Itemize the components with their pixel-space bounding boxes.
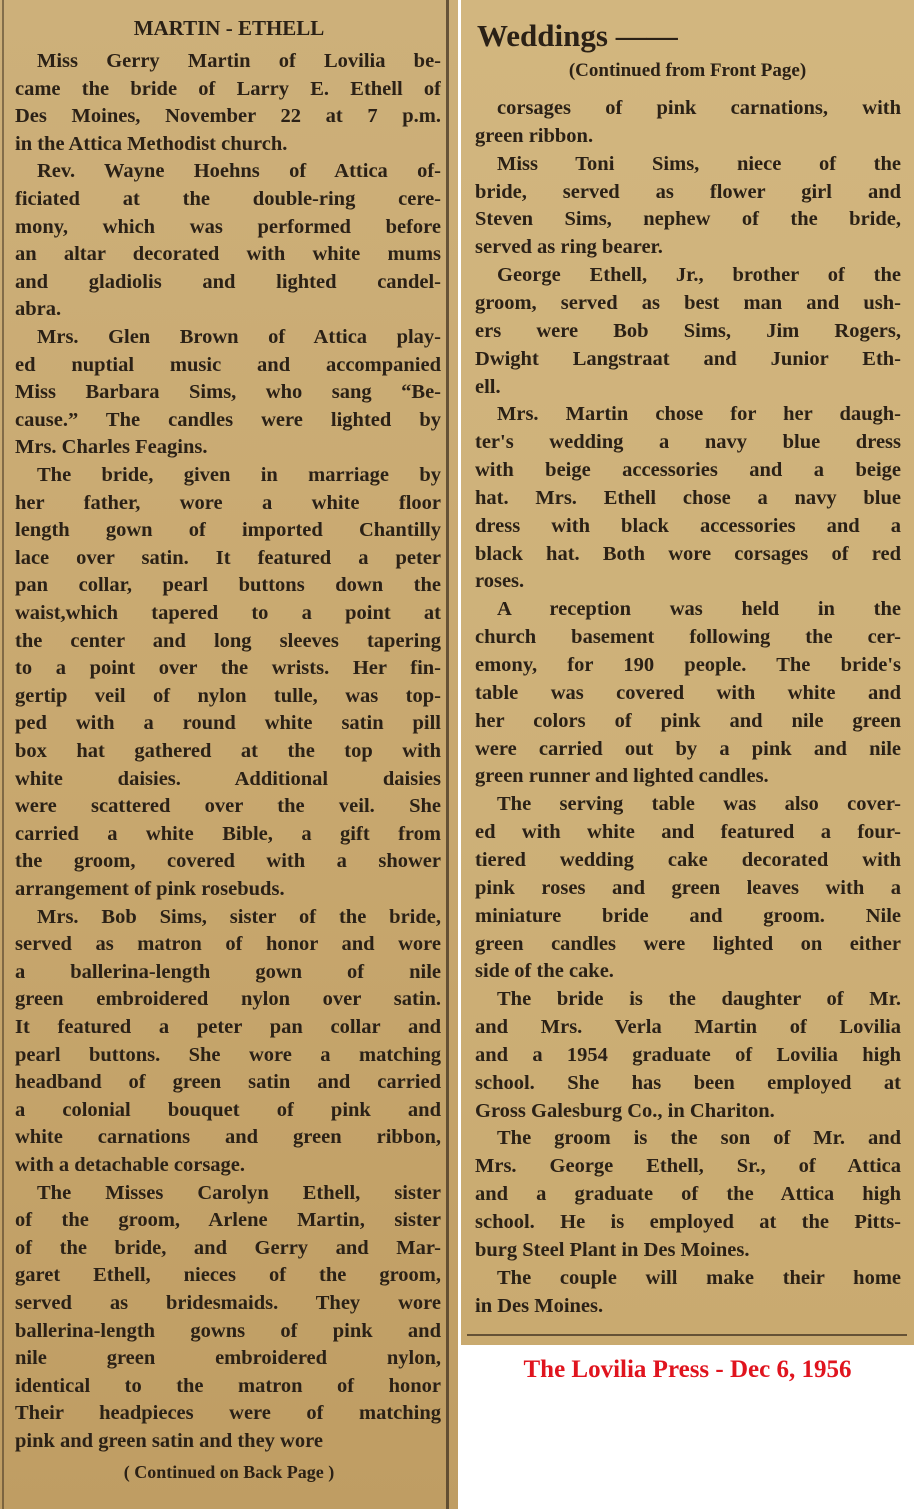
text-line: an altar decorated with white mums (15, 243, 441, 266)
text-line: cause.” The candles were lighted by (15, 408, 441, 431)
text-line: carried a white Bible, a gift from (15, 822, 441, 845)
text-line: the groom, covered with a shower (15, 850, 441, 873)
continued-from-note: (Continued from Front Page) (568, 60, 807, 81)
text-line: ed with white and featured a four- (475, 821, 901, 844)
text-line: The bride, given in marriage by (37, 464, 441, 486)
text-line: identical to the matron of honor (15, 1374, 441, 1397)
text-line: abra. (15, 298, 62, 321)
text-line: her father, wore a white floor (15, 491, 441, 514)
column-rule (446, 0, 449, 1509)
text-line: white daisies. Additional daisies (15, 767, 441, 790)
text-line: The bride is the daughter of Mr. (497, 988, 901, 1011)
text-line: length gown of imported Chantilly (15, 519, 441, 542)
text-line: Des Moines, November 22 at 7 p.m. (15, 105, 441, 128)
column-rule (2, 0, 4, 1509)
text-line: in the Attica Methodist church. (15, 132, 288, 155)
text-line: white carnations and green ribbon, (15, 1126, 441, 1149)
text-line: pink and green satin and they wore (15, 1430, 323, 1452)
text-line: miniature bride and groom. Nile (475, 904, 901, 927)
text-line: It featured a peter pan collar and (15, 1016, 441, 1038)
text-line: tiered wedding cake decorated with (475, 848, 901, 871)
text-line: hat. Mrs. Ethell chose a navy blue (475, 486, 901, 509)
text-line: pan collar, pearl buttons down the (15, 574, 441, 597)
text-line: ballerina-length gowns of pink and (15, 1319, 441, 1342)
text-line: and gladiolis and lighted candel- (15, 270, 441, 293)
text-line: school. He is employed at the Pitts- (475, 1211, 901, 1233)
text-line: served as matron of honor and wore (15, 933, 441, 956)
text-line: her colors of pink and nile green (475, 709, 901, 732)
text-line: The couple will make their home (497, 1266, 901, 1289)
text-line: Mrs. George Ethell, Sr., of Attica (475, 1155, 901, 1178)
text-line: Mrs. Bob Sims, sister of the bride, (37, 905, 441, 928)
text-line: Miss Gerry Martin of Lovilia be- (37, 50, 441, 72)
text-line: a colonial bouquet of pink and (15, 1098, 441, 1121)
text-line: Gross Galesburg Co., in Chariton. (475, 1099, 775, 1122)
text-line: emony, for 190 people. The bride's (475, 654, 901, 676)
text-line: pearl buttons. She wore a matching (15, 1043, 441, 1066)
text-line: The groom is the son of Mr. and (497, 1127, 901, 1150)
text-line: table was covered with white and (475, 681, 901, 704)
text-line: Steven Sims, nephew of the bride, (475, 208, 901, 231)
text-line: with a detachable corsage. (15, 1154, 246, 1176)
text-line: lace over satin. It featured a peter (15, 546, 441, 569)
text-line: of the bride, and Gerry and Mar- (15, 1236, 441, 1259)
text-line: were scattered over the veil. She (15, 795, 441, 818)
text-line: George Ethell, Jr., brother of the (497, 264, 901, 287)
right-column-clipping (461, 0, 914, 1345)
text-line: ed nuptial music and accompanied (15, 353, 441, 376)
text-line: pink roses and green leaves with a (475, 876, 901, 899)
text-line: ped with a round white satin pill (15, 712, 441, 735)
text-line: roses. (475, 570, 525, 593)
text-line: in Des Moines. (475, 1294, 604, 1317)
text-line: ficiated at the double-ring cere- (15, 188, 441, 210)
bottom-rule (467, 1334, 907, 1336)
text-line: and a 1954 graduate of Lovilia high (475, 1043, 901, 1066)
text-line: Mrs. Charles Feagins. (15, 436, 208, 459)
text-line: headband of green satin and carried (15, 1071, 441, 1094)
text-line: garet Ethell, nieces of the groom, (15, 1264, 441, 1287)
text-line: the center and long sleeves tapering (15, 629, 441, 652)
text-line: came the bride of Larry E. Ethell of (15, 77, 441, 100)
text-line: nile green embroidered nylon, (15, 1347, 441, 1370)
left-column-clipping (0, 0, 458, 1509)
text-line: gertip veil of nylon tulle, was top- (15, 684, 441, 707)
text-line: ell. (475, 375, 501, 398)
text-line: church basement following the cer- (475, 626, 901, 649)
text-line: Rev. Wayne Hoehns of Attica of- (37, 160, 441, 183)
section-title: Weddings —— (477, 18, 678, 53)
text-line: to a point over the wrists. Her fin- (15, 657, 441, 680)
text-line: ers were Bob Sims, Jim Rogers, (475, 319, 901, 342)
text-line: Dwight Langstraat and Junior Eth- (475, 347, 901, 370)
text-line: Miss Toni Sims, niece of the (497, 152, 901, 175)
text-line: side of the cake. (475, 960, 614, 983)
text-line: burg Steel Plant in Des Moines. (475, 1238, 750, 1261)
text-line: Miss Barbara Sims, who sang “Be- (15, 381, 441, 404)
text-line: with beige accessories and a beige (475, 459, 901, 482)
text-line: The Misses Carolyn Ethell, sister (37, 1181, 441, 1204)
text-line: green embroidered nylon over satin. (15, 988, 441, 1011)
text-line: green ribbon. (475, 124, 594, 147)
text-line: The serving table was also cover- (497, 793, 901, 816)
text-line: green candles were lighted on either (475, 932, 901, 955)
text-line: groom, served as best man and ush- (475, 291, 901, 314)
text-line: mony, which was performed before (15, 215, 441, 238)
text-line: Mrs. Glen Brown of Attica play- (37, 326, 441, 348)
text-line: waist,which tapered to a point at (15, 602, 441, 624)
text-line: and Mrs. Verla Martin of Lovilia (475, 1016, 901, 1039)
text-line: served as ring bearer. (475, 236, 663, 259)
text-line: Mrs. Martin chose for her daugh- (497, 403, 901, 426)
text-line: dress with black accessories and a (475, 514, 901, 537)
text-line: green runner and lighted candles. (475, 765, 769, 788)
text-line: were carried out by a pink and nile (475, 737, 901, 760)
text-line: a ballerina-length gown of nile (15, 960, 441, 983)
continued-note: ( Continued on Back Page ) (123, 1462, 335, 1482)
text-line: black hat. Both wore corsages of red (475, 542, 901, 565)
text-line: A reception was held in the (497, 598, 901, 621)
text-line: box hat gathered at the top with (15, 740, 441, 762)
source-caption: The Lovilia Press - Dec 6, 1956 (523, 1356, 852, 1383)
text-line: served as bridesmaids. They wore (15, 1292, 441, 1314)
text-line: arrangement of pink rosebuds. (15, 878, 285, 900)
text-line: corsages of pink carnations, with (497, 97, 901, 119)
text-line: Their headpieces were of matching (15, 1402, 441, 1425)
text-line: of the groom, Arlene Martin, sister (15, 1209, 441, 1232)
text-line: school. She has been employed at (475, 1071, 901, 1094)
text-line: and a graduate of the Attica high (475, 1183, 901, 1206)
text-line: ter's wedding a navy blue dress (475, 431, 901, 454)
text-line: bride, served as flower girl and (475, 180, 901, 203)
article-title: MARTIN - ETHELL (133, 16, 325, 40)
